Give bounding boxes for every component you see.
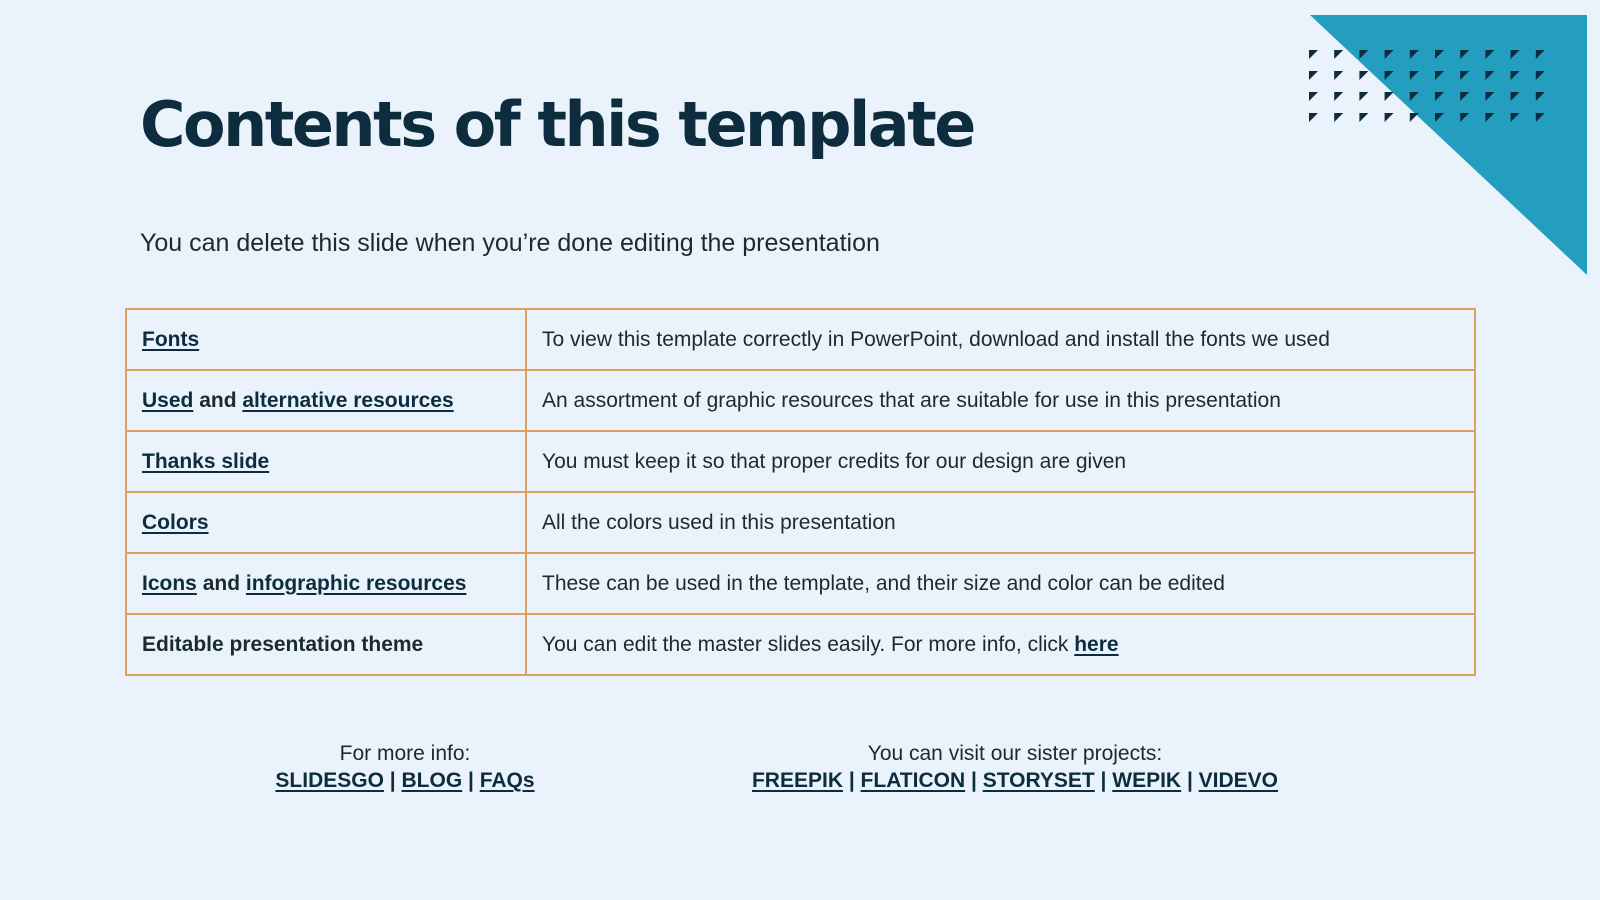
table-cell-description <box>526 492 1475 553</box>
link-separator: | <box>1181 769 1199 792</box>
corner-triangle-icon <box>1310 15 1587 275</box>
cell-text: An assortment of graphic resources that are suitable for use in this presentation <box>542 388 1281 412</box>
table-row <box>126 370 1475 431</box>
cell-text: and <box>193 388 243 412</box>
sister-projects-links <box>740 767 1290 794</box>
cell-text: These can be used in the template, and their size and color can be edited <box>542 571 1225 595</box>
cell-text: You must keep it so that proper credits for our design are given <box>542 449 1127 473</box>
footer-link-storyset[interactable]: STORYSET <box>982 769 1095 792</box>
pattern-triangle <box>1385 113 1394 122</box>
footer-link-freepik[interactable]: FREEPIK <box>751 769 843 792</box>
footer-sister-projects <box>740 740 1290 794</box>
table-cell-description <box>526 431 1475 492</box>
table-cell-topic <box>126 309 526 370</box>
pattern-triangle <box>1334 92 1343 101</box>
table-cell-description <box>526 553 1475 614</box>
pattern-triangle <box>1359 92 1368 101</box>
table-cell-topic <box>126 492 526 553</box>
table-cell-description <box>526 309 1475 370</box>
footer-link-videvo[interactable]: VIDEVO <box>1198 769 1279 792</box>
more-info-label: For more info: <box>339 742 471 765</box>
pattern-triangle <box>1334 50 1343 59</box>
link-separator: | <box>1094 769 1113 792</box>
link-colors[interactable]: Colors <box>142 510 209 534</box>
table-cell-topic <box>126 431 526 492</box>
link-separator: | <box>965 769 983 792</box>
contents-table <box>125 308 1476 676</box>
sister-projects-label: You can visit our sister projects: <box>867 742 1163 765</box>
cell-text: Editable presentation theme <box>142 632 424 656</box>
footer-link-blog[interactable]: BLOG <box>401 769 463 792</box>
link-icons[interactable]: Icons <box>142 571 197 595</box>
table-cell-topic <box>126 614 526 675</box>
pattern-triangle <box>1385 92 1394 101</box>
link-here[interactable]: here <box>1074 632 1119 656</box>
more-info-links <box>205 767 605 794</box>
cell-text: To view this template correctly in PowerPoint, download and install the fonts we used <box>542 327 1330 351</box>
pattern-triangle <box>1309 50 1318 59</box>
link-separator: | <box>383 769 402 792</box>
link-separator: | <box>462 769 480 792</box>
table-cell-topic <box>126 370 526 431</box>
link-infographic-resources[interactable]: infographic resources <box>245 571 467 595</box>
pattern-triangle <box>1359 113 1368 122</box>
pattern-triangle <box>1309 71 1318 80</box>
footer-link-wepik[interactable]: WEPIK <box>1112 769 1182 792</box>
table-row <box>126 431 1475 492</box>
table-row <box>126 492 1475 553</box>
footer-link-flaticon[interactable]: FLATICON <box>860 769 966 792</box>
page-subtitle: You can delete this slide when you’re done editing the presentation <box>140 229 880 257</box>
table-cell-description <box>526 614 1475 675</box>
page-title: Contents of this template <box>140 88 974 161</box>
table-row <box>126 553 1475 614</box>
table-row <box>126 309 1475 370</box>
pattern-triangle <box>1309 113 1318 122</box>
link-separator: | <box>843 769 861 792</box>
link-alternative-resources[interactable]: alternative resources <box>242 388 454 412</box>
cell-text: and <box>196 571 246 595</box>
cell-text: All the colors used in this presentation <box>542 510 896 534</box>
pattern-triangle <box>1309 92 1318 101</box>
pattern-triangle <box>1334 113 1343 122</box>
footer-more-info <box>205 740 605 794</box>
link-used[interactable]: Used <box>142 388 194 412</box>
cell-text: You can edit the master slides easily. For more info, click <box>542 632 1075 656</box>
table-cell-description <box>526 370 1475 431</box>
link-thanks-slide[interactable]: Thanks slide <box>142 449 270 473</box>
footer-link-faqs[interactable]: FAQs <box>479 769 535 792</box>
contents-table-body <box>126 309 1475 675</box>
pattern-triangle <box>1334 71 1343 80</box>
table-row <box>126 614 1475 675</box>
link-fonts[interactable]: Fonts <box>142 327 200 351</box>
footer-link-slidesgo[interactable]: SLIDESGO <box>275 769 384 792</box>
pattern-triangle <box>1359 71 1368 80</box>
table-cell-topic <box>126 553 526 614</box>
